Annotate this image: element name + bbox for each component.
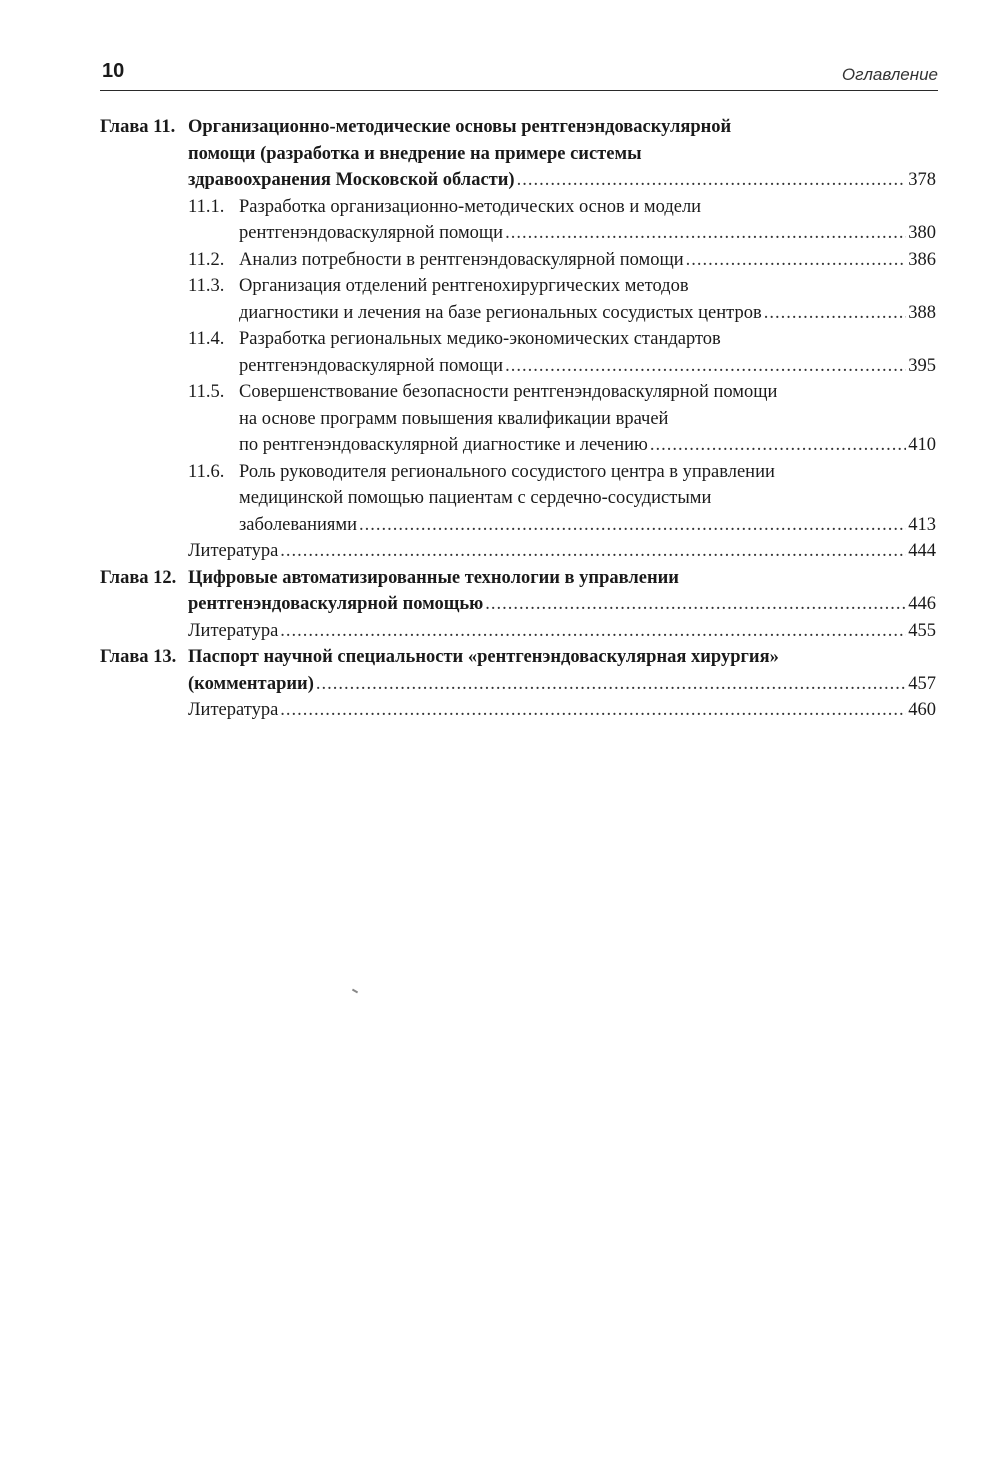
chapter-label: Глава 13.	[100, 647, 177, 667]
toc-literature-ch11[interactable]	[188, 538, 936, 565]
page-ref: 395	[908, 355, 936, 376]
toc-section-11-4[interactable]	[188, 326, 936, 379]
dot-leader	[316, 671, 906, 698]
chapter-title-line: Организационно-методические основы рентгенэндоваскулярной	[188, 117, 732, 137]
chapter-12-sections	[188, 618, 936, 645]
section-number: 11.4.	[188, 329, 225, 349]
dot-leader	[485, 591, 906, 618]
dot-leader	[280, 618, 906, 645]
toc-section-11-1[interactable]	[188, 194, 936, 247]
literature-label: Литература	[188, 620, 279, 641]
page-ref: 457	[908, 673, 936, 694]
dot-leader	[517, 167, 907, 194]
page-ref: 388	[908, 302, 936, 323]
page-ref: 410	[908, 435, 936, 455]
section-number: 11.2.	[188, 249, 225, 270]
page-ref: 378	[908, 170, 936, 190]
chapter-title-line: рентгенэндоваскулярной помощью	[188, 594, 484, 614]
dot-leader	[764, 300, 907, 327]
section-title-line: Анализ потребности в рентгенэндоваскулярной помощи	[239, 249, 684, 270]
chapter-title-line: помощи (разработка и внедрение на примере системы	[188, 143, 642, 164]
section-title-line: Разработка организационно-методических основ и модели	[239, 196, 702, 217]
section-title-line: рентгенэндоваскулярной помощи	[239, 223, 504, 243]
chapter-label: Глава 12.	[100, 567, 177, 588]
section-number: 11.3.	[188, 276, 225, 296]
section-title-line: по рентгенэндоваскулярной диагностике и лечению	[239, 435, 648, 455]
toc-section-11-2[interactable]	[188, 247, 936, 274]
toc-section-11-6[interactable]	[188, 459, 936, 539]
toc-chapter-13[interactable]	[100, 644, 936, 697]
dot-leader	[686, 247, 907, 274]
page-ref: 380	[908, 223, 936, 243]
chapter-title-last-line	[188, 167, 936, 194]
chapter-title-line: здравоохранения Московской области)	[188, 170, 515, 190]
section-title-line: диагностики и лечения на базе региональных сосудистых центров	[239, 302, 762, 323]
section-number: 11.1.	[188, 196, 225, 217]
chapter-title-line: Цифровые автоматизированные технологии в управлении	[188, 567, 679, 588]
chapter-title	[188, 565, 936, 618]
section-title-line: Совершенствование безопасности рентгенэндоваскулярной помощи	[239, 382, 778, 402]
toc-literature-ch13[interactable]	[188, 697, 936, 724]
section-title-line: на основе программ повышения квалификации врачей	[239, 408, 669, 429]
chapter-title	[188, 644, 936, 697]
section-title-line: медицинской помощью пациентам с сердечно-сосудистыми	[239, 488, 712, 508]
dot-leader	[505, 353, 906, 380]
page-ref: 460	[908, 700, 936, 720]
chapter-title-line: (комментарии)	[188, 673, 314, 694]
page-ref: 444	[908, 541, 936, 561]
chapter-11-sections	[188, 194, 936, 565]
section-title-line: Роль руководителя регионального сосудистого центра в управлении	[239, 461, 775, 482]
section-number: 11.5.	[188, 382, 225, 402]
dot-leader	[505, 220, 906, 247]
section-number: 11.6.	[188, 461, 225, 482]
dot-leader	[650, 432, 906, 459]
toc-literature-ch12[interactable]	[188, 618, 936, 645]
toc-section-11-3[interactable]	[188, 273, 936, 326]
literature-label: Литература	[188, 700, 279, 720]
section-title-line: Разработка региональных медико-экономических стандартов	[239, 329, 721, 349]
page-ref: 413	[908, 514, 936, 535]
section-title-line: Организация отделений рентгенохирургических методов	[239, 276, 689, 296]
table-of-contents	[100, 114, 936, 724]
page-number: 10	[102, 60, 125, 82]
chapter-title-line: Паспорт научной специальности «рентгенэндоваскулярная хирургия»	[188, 647, 779, 667]
page-ref: 446	[908, 594, 936, 614]
scan-speck	[352, 989, 358, 994]
toc-chapter-12[interactable]	[100, 565, 936, 618]
chapter-title	[188, 114, 936, 194]
page-header	[100, 58, 938, 91]
literature-label: Литература	[188, 541, 279, 561]
section-title-line: заболеваниями	[239, 514, 358, 535]
dot-leader	[359, 512, 906, 539]
page-ref: 386	[908, 249, 936, 270]
toc-chapter-11[interactable]	[100, 114, 936, 194]
running-head: Оглавление	[841, 65, 938, 84]
section-title-line: рентгенэндоваскулярной помощи	[239, 355, 504, 376]
dot-leader	[280, 538, 906, 565]
chapter-13-sections	[188, 697, 936, 724]
dot-leader	[280, 697, 906, 724]
chapter-label: Глава 11.	[100, 117, 176, 137]
page-ref: 455	[908, 620, 936, 641]
toc-section-11-5[interactable]	[188, 379, 936, 459]
